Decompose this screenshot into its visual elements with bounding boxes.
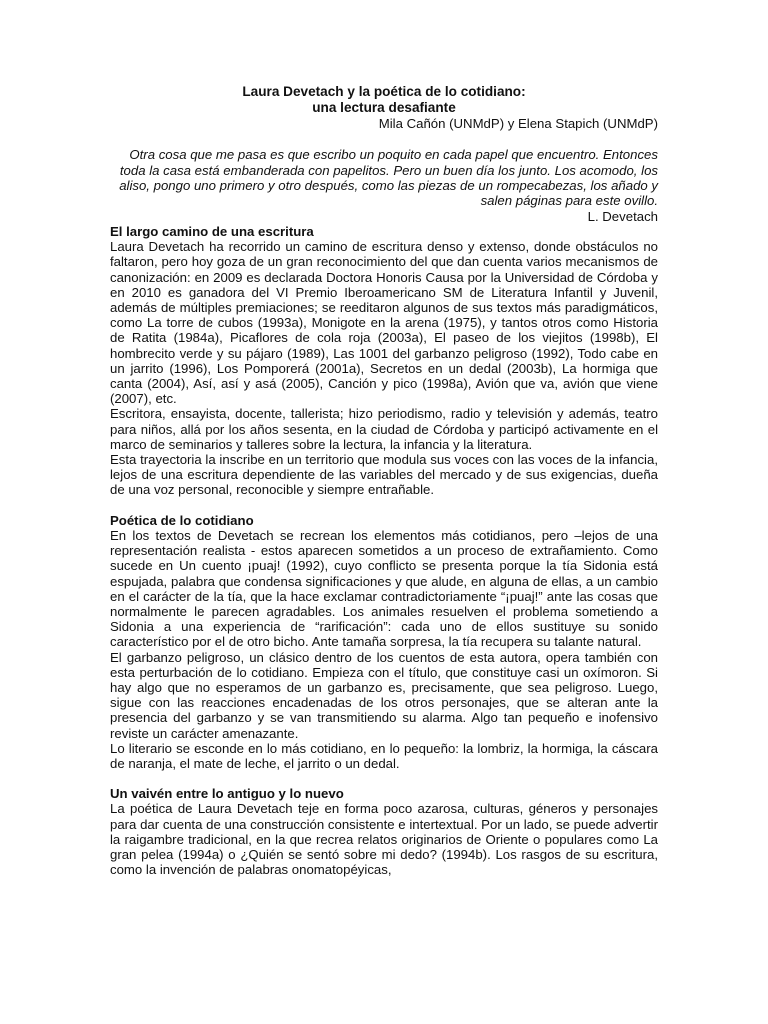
section-gap [110, 498, 658, 513]
section-gap [110, 771, 658, 786]
section-heading-largo-camino: El largo camino de una escritura [110, 224, 314, 240]
paragraph: En los textos de Devetach se recrean los elementos más cotidianos, pero –lejos de una representación realista - estos aparecen sometidos a un proceso de extrañamiento. Como sucede en Un cuento ¡puaj! (1992), cuyo conflicto se presenta porque la tía Sidonia está espujada, palabra que condensa significaciones y que alude, en alguna de ellas, a un cambio en el carácter de la tía, que la hace exclamar contradictoriamente “¡puaj!” ante las cosas que normalmente le parecen agradables. Los animales resuelven el problema sometiendo a Sidonia a una experiencia de “rarificación”: cada uno de ellos sustituye su sonido característico por el de otro bicho. Ante tamaña sorpresa, la tía recupera su talante natural. [110, 527, 658, 650]
title-line-1: Laura Devetach y la poética de lo cotidiano: [242, 84, 526, 99]
epigraph-quote: Otra cosa que me pasa es que escribo un poquito en cada papel que encuentro. Entonces toda la casa está embanderada con papelitos. Pero un buen día los junto. Los acomodo, los aliso, pongo uno primero y otro después, como las piezas de un rompecabezas, los añado y salen páginas para este ovillo. [119, 147, 658, 209]
document-title [110, 84, 658, 116]
paragraph: Laura Devetach ha recorrido un camino de escritura denso y extenso, donde obstáculos no faltaron, pero hoy goza de un gran reconocimiento del que dan cuenta varios mecanismos de canonización: en 2009 es declarada Doctora Honoris Causa por la Universidad de Córdoba y en 2010 es ganadora del VI Premio Iberoamericano SM de Literatura Infantil y Juvenil, además de múltiples premiaciones; se reeditaron algunos de sus textos más paradigmáticos, como La torre de cubos (1993a), Monigote en la arena (1975), y tantos otros como Historia de Ratita (1984a), Picaflores de cola roja (2003a), El paseo de los viejitos (1998b), El hombrecito verde y su pájaro (1989), Las 1001 del garbanzo peligroso (1992), Todo cabe en un jarrito (1996), Los Pomporerá (2001a), Secretos en un dedal (2003b), La hormiga que canta (2004), Así, así y asá (2005), Canción y pico (1998a), Avión que va, avión que viene (2007), etc. [110, 239, 658, 407]
epigraph-author: L. Devetach [587, 208, 658, 224]
document-body [110, 84, 658, 877]
paragraph: El garbanzo peligroso, un clásico dentro de los cuentos de esta autora, opera también con esta perturbación de lo cotidiano. Empieza con el título, que constituye casi un oxímoron. Si hay algo que no esperamos de un garbanzo es, precisamente, que sea peligroso. Luego, sigue con las reacciones encadenadas de los otros personajes, que se alteran ante la presencia del garbanzo y se van transmitiendo su alarma. Algo tan pequeño e inofensivo reviste un carácter amenazante. [110, 649, 658, 741]
section-heading-vaiven: Un vaivén entre lo antiguo y lo nuevo [110, 786, 344, 802]
paragraph: Escritora, ensayista, docente, tallerista; hizo periodismo, radio y televisión y además, teatro para niños, allá por los años sesenta, en la ciudad de Córdoba y participó activamente en el marco de seminarios y talleres sobre la lectura, la infancia y la literatura. [110, 406, 658, 452]
paragraph: Esta trayectoria la inscribe en un territorio que modula sus voces con las voces de la infancia, lejos de una escritura dependiente de las variables del mercado y de sus exigencias, dueña de una voz personal, reconocible y siempre entrañable. [110, 452, 658, 498]
paragraph: La poética de Laura Devetach teje en forma poco azarosa, culturas, géneros y personajes para dar cuenta de una construcción consistente e intertextual. Por un lado, se puede advertir la raigambre tradicional, en la que recrea relatos originarios de Oriente o populares como La gran pelea (1994a) o ¿Quién se sentó sobre mi dedo? (1994b). Los rasgos de su escritura, como la invención de palabras onomatopéyicas, [110, 801, 658, 878]
title-line-2: una lectura desafiante [312, 100, 456, 115]
authors-line: Mila Cañón (UNMdP) y Elena Stapich (UNMdP) [378, 116, 658, 131]
paragraph: Lo literario se esconde en lo más cotidiano, en lo pequeño: la lombriz, la hormiga, la cáscara de naranja, el mate de leche, el jarrito o un dedal. [110, 740, 658, 771]
section-heading-poetica-cotidiano: Poética de lo cotidiano [110, 512, 254, 528]
